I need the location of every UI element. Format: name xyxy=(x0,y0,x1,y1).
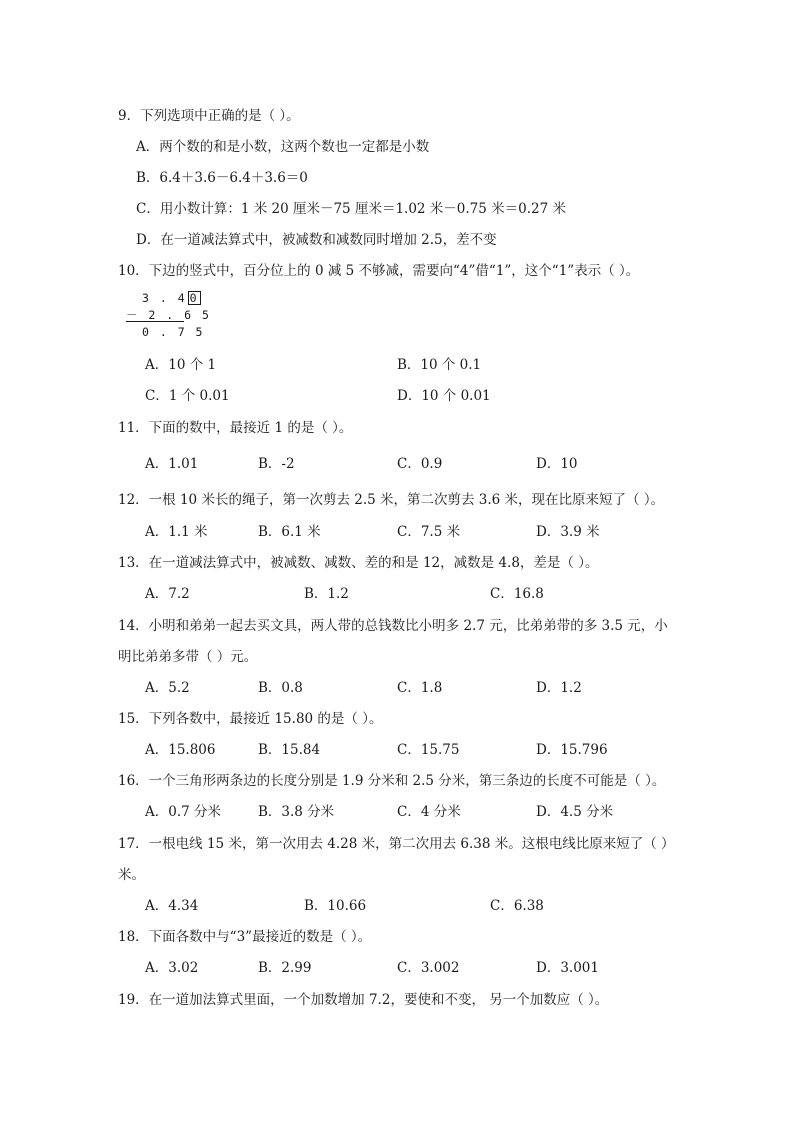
question-14-option-b: B．0.8 xyxy=(258,680,303,696)
vertical-boxed-digit: 0 xyxy=(189,291,199,305)
question-17-option-c: C．6.38 xyxy=(490,898,544,914)
question-12-option-c: C．7.5 米 xyxy=(397,524,461,540)
question-16-stem: 16．一个三角形两条边的长度分别是 1.9 分米和 2.5 分米，第三条边的长度不可能是（ ）。 xyxy=(118,773,666,789)
question-10-option-d: D．10 个 0.01 xyxy=(397,388,491,404)
question-9-option-b: B．6.4＋3.6－6.4＋3.6＝0 xyxy=(136,170,308,186)
question-17-stem-line1: 17．一根电线 15 米，第一次用去 4.28 米，第二次用去 6.38 米。这根电线比原来短了（ ） xyxy=(118,836,675,852)
question-9-option-a: A．两个数的和是小数，这两个数也一定都是小数 xyxy=(136,139,430,155)
question-14-option-d: D．1.2 xyxy=(536,680,582,696)
question-17-option-a: A．4.34 xyxy=(145,898,199,914)
question-18-stem: 18．下面各数中与“3”最接近的数是（ ）。 xyxy=(118,929,372,945)
question-16-option-b: B．3.8 分米 xyxy=(258,804,335,820)
question-18-option-a: A．3.02 xyxy=(145,960,199,976)
vertical-result-row: 0 . 7 5 xyxy=(142,325,205,339)
question-12-option-a: A．1.1 米 xyxy=(145,524,208,540)
question-13-option-a: A．7.2 xyxy=(145,586,190,602)
question-11-option-a: A．1.01 xyxy=(145,456,199,472)
question-15-option-d: D．15.796 xyxy=(536,742,608,758)
question-14-stem-line2: 明比弟弟多带（ ）元。 xyxy=(118,649,258,665)
question-11-stem: 11．下面的数中，最接近 1 的是（ ）。 xyxy=(118,420,353,436)
question-10-option-c: C．1 个 0.01 xyxy=(145,388,230,404)
question-17-stem-line2: 米。 xyxy=(118,867,145,883)
question-11-option-b: B．-2 xyxy=(258,456,295,472)
question-13-option-b: B．1.2 xyxy=(304,586,349,602)
question-18-option-d: D．3.001 xyxy=(536,960,599,976)
question-16-option-d: D．4.5 分米 xyxy=(536,804,614,820)
question-12-option-d: D．3.9 米 xyxy=(536,524,600,540)
question-9-stem: 9．下列选项中正确的是（ ）。 xyxy=(118,108,300,124)
question-17-option-b: B．10.66 xyxy=(304,898,367,914)
question-15-option-b: B．15.84 xyxy=(258,742,321,758)
question-10-option-a: A．10 个 1 xyxy=(145,357,217,373)
question-14-stem-line1: 14．小明和弟弟一起去买文具，两人带的总钱数比小明多 2.7 元，比弟弟带的多 3.5 元，小 xyxy=(118,618,668,634)
question-16-option-c: C．4 分米 xyxy=(397,804,461,820)
vertical-line xyxy=(126,321,184,322)
question-18-option-b: B．2.99 xyxy=(258,960,312,976)
question-15-option-c: C．15.75 xyxy=(397,742,460,758)
question-14-option-a: A．5.2 xyxy=(145,680,190,696)
question-12-stem: 12．一根 10 米长的绳子，第一次剪去 2.5 米，第二次剪去 3.6 米，现在比原来短了（ ）。 xyxy=(118,492,665,508)
question-9-option-c: C．用小数计算：1 米 20 厘米－75 厘米＝1.02 米－0.75 米＝0.27 米 xyxy=(136,201,566,217)
question-15-option-a: A．15.806 xyxy=(145,742,216,758)
question-13-option-c: C．16.8 xyxy=(490,586,544,602)
vertical-top-row xyxy=(142,291,201,305)
question-13-stem: 13．在一道减法算式中，被减数、减数、差的和是 12，减数是 4.8，差是（ ）。 xyxy=(118,555,599,571)
question-16-option-a: A．0.7 分米 xyxy=(145,804,222,820)
question-11-option-d: D．10 xyxy=(536,456,578,472)
question-19-stem: 19．在一道加法算式里面，一个加数增加 7.2，要使和不变， 另一个加数应（ ）。 xyxy=(118,992,609,1008)
question-12-option-b: B．6.1 米 xyxy=(258,524,321,540)
question-9-option-d: D．在一道减法算式中，被减数和减数同时增加 2.5，差不变 xyxy=(136,232,497,248)
vertical-top-digits: 3 . 4 xyxy=(142,291,187,305)
question-10-stem: 10．下边的竖式中，百分位上的 0 减 5 不够减，需要向“4”借“1”，这个“1”表示（ ）。 xyxy=(118,263,640,279)
question-10-option-b: B．10 个 0.1 xyxy=(397,357,482,373)
question-18-option-c: C．3.002 xyxy=(397,960,460,976)
question-14-option-c: C．1.8 xyxy=(397,680,443,696)
question-15-stem: 15．下列各数中，最接近 15.80 的是（ ）。 xyxy=(118,711,383,727)
vertical-subtraction xyxy=(126,291,211,341)
vertical-minus-row: － 2 . 6 5 xyxy=(126,308,211,322)
question-11-option-c: C．0.9 xyxy=(397,456,443,472)
